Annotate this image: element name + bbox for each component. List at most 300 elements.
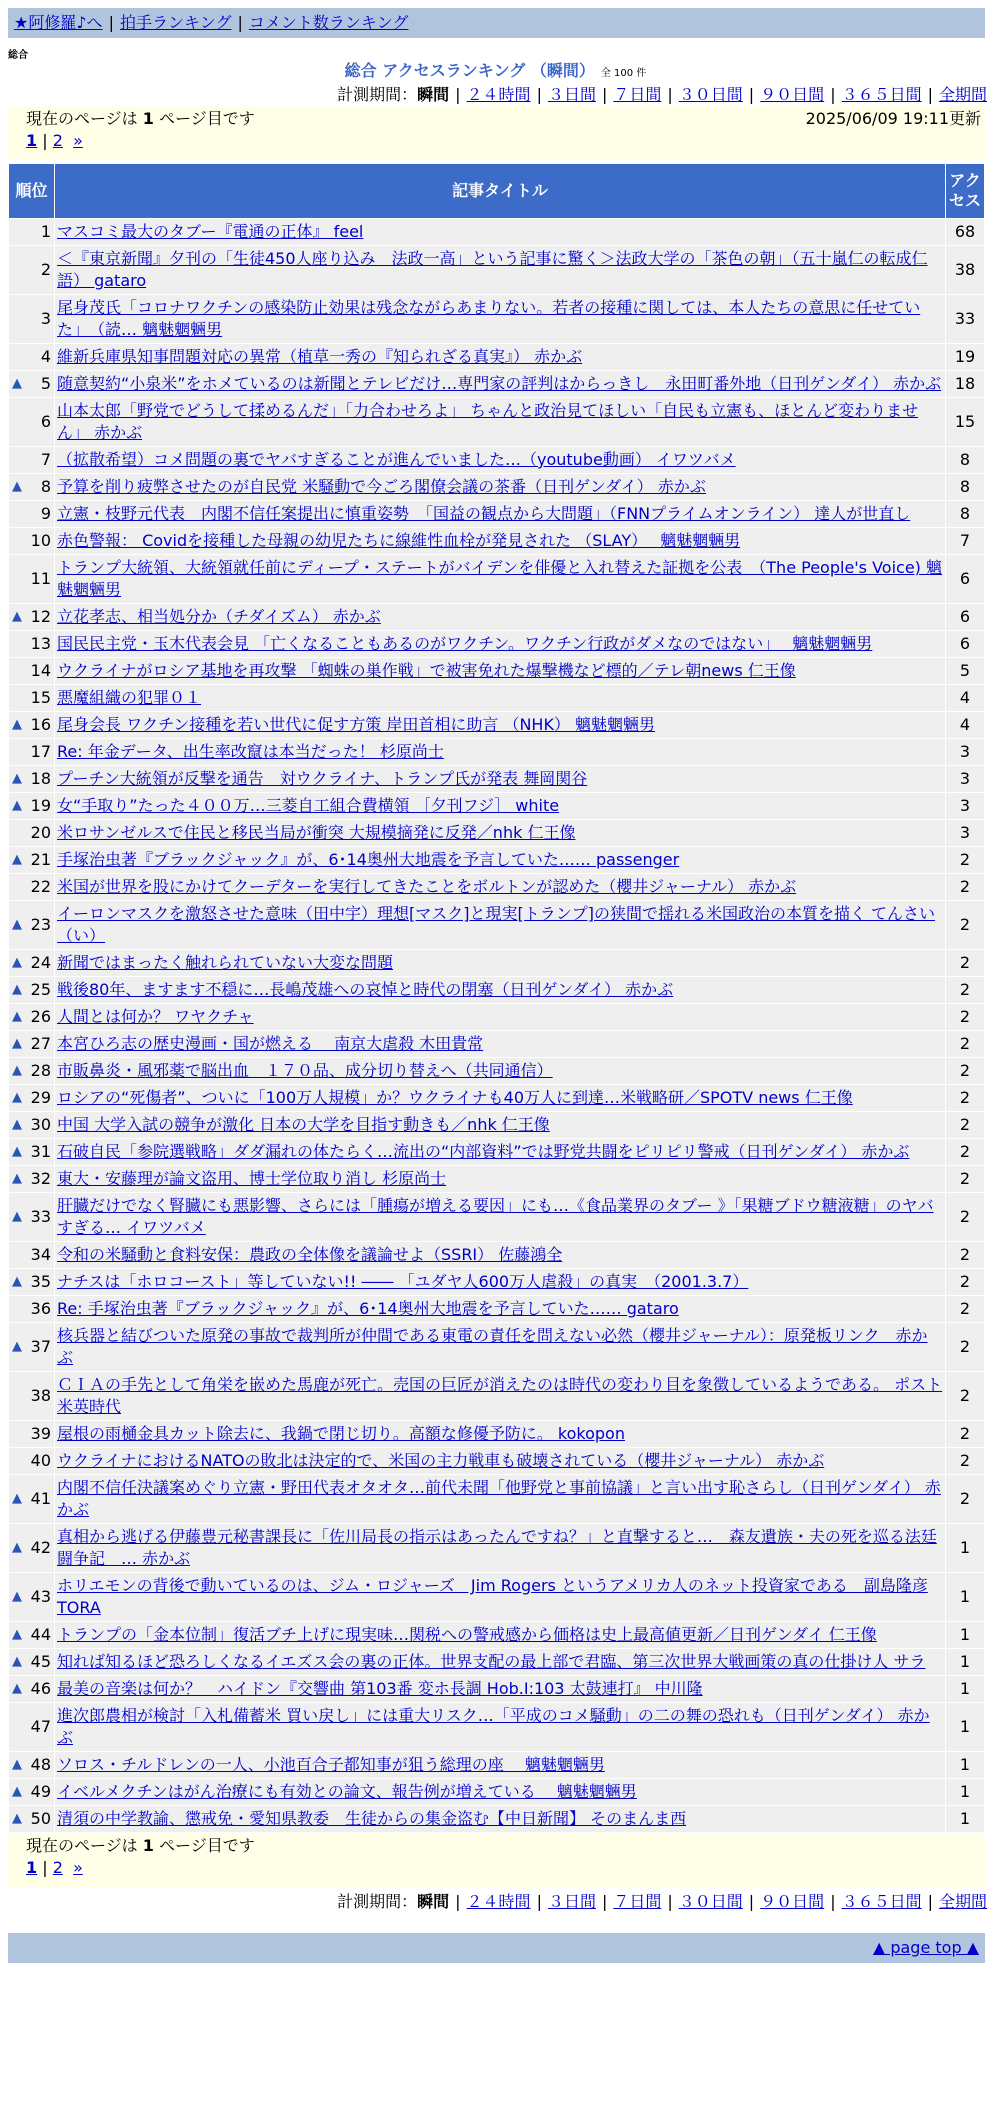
article-link[interactable]: Re: 年金データ、出生率改竄は本当だった！ 杉原尚士 [57, 742, 444, 761]
title-cell [55, 793, 945, 819]
access-count: 1 [946, 1752, 984, 1778]
rank-number: 49 [30, 1782, 51, 1801]
period-link[interactable]: 全期間 [938, 85, 987, 104]
article-link[interactable]: 本宮ひろ志の歴史漫画・国が燃える 南京大虐殺 木田貴常 [57, 1034, 484, 1053]
title-cell [55, 1573, 945, 1621]
article-link[interactable]: 米国が世界を股にかけてクーデターを実行してきたことをボルトンが認めた（櫻井ジャーナル） 赤かぶ [57, 877, 797, 896]
up-arrow-icon: ▲ [12, 1589, 22, 1604]
article-link[interactable]: （拡散希望）コメ問題の裏でヤバすぎることが進んでいました…（youtube動画） イワツバメ [57, 450, 736, 469]
article-link[interactable]: 内閣不信任決議案めぐり立憲・野田代表オタオタ…前代未聞「他野党と事前協議」と言い出す恥さらし（日刊ゲンダイ） 赤かぶ [57, 1478, 941, 1519]
period-link[interactable]: ３６５日間 [841, 85, 922, 104]
article-link[interactable]: 随意契約“小泉米”をホメているのは新聞とテレビだけ…専門家の評判はからっきし 永田町番外地（日刊ゲンダイ） 赤かぶ [57, 374, 942, 393]
table-row [9, 528, 984, 554]
updated-timestamp: 2025/06/09 19:11更新 [805, 109, 981, 128]
period-link[interactable]: ３０日間 [678, 1892, 743, 1911]
period-link[interactable]: ２４時間 [466, 1892, 531, 1911]
article-link[interactable]: ＜『東京新聞』夕刊の「生徒450人座り込み 法政一高」という記事に驚く＞法政大学の「茶色の朝」（五十嵐仁の転成仁語） gataro [57, 249, 928, 290]
article-link[interactable]: 清須の中学教諭、懲戒免・愛知県教委 生徒からの集金盗む【中日新聞】 そのまんま西 [57, 1809, 687, 1828]
access-count: 6 [946, 604, 984, 630]
rank-number: 2 [40, 260, 51, 279]
rank-number: 30 [30, 1115, 51, 1134]
up-arrow-icon: ▲ [12, 1654, 22, 1669]
article-link[interactable]: 進次郎農相が検討「入札備蓄米 買い戻し」には重大リスク…「平成のコメ騒動」の二の舞の恐れも（日刊ゲンダイ） 赤かぶ [57, 1706, 930, 1747]
access-header: アクセス [946, 164, 984, 218]
rank-number: 40 [30, 1451, 51, 1470]
access-count: 2 [946, 1269, 984, 1295]
table-row [9, 371, 984, 397]
rank-number: 16 [30, 715, 51, 734]
access-count: 19 [946, 344, 984, 370]
table-row [9, 219, 984, 245]
period-link[interactable]: 全期間 [938, 1892, 987, 1911]
rank-number: 10 [30, 531, 51, 550]
up-arrow-icon: ▲ [12, 771, 22, 786]
up-arrow-icon: ▲ [12, 852, 22, 867]
table-row [9, 977, 984, 1003]
rank-number: 14 [30, 661, 51, 680]
page-title [0, 60, 991, 85]
title-cell [55, 295, 945, 343]
article-link[interactable]: 屋根の雨樋金具カット除去に、我鍋で閉じ切り。高額な修優予防に。 kokopon [57, 1424, 625, 1443]
page-1-link[interactable]: 1 [26, 131, 38, 150]
article-link[interactable]: イベルメクチンはがん治療にも有効との論文、報告例が増えている 魑魅魍魎男 [57, 1782, 637, 1801]
table-row [9, 1031, 984, 1057]
access-count: 3 [946, 766, 984, 792]
rank-number: 34 [30, 1245, 51, 1264]
article-link[interactable]: 中国 大学入試の競争が激化 日本の大学を目指す動きも／nhk 仁王像 [57, 1115, 550, 1134]
title-cell [55, 766, 945, 792]
access-count: 1 [946, 1573, 984, 1621]
access-count: 7 [946, 528, 984, 554]
rank-number: 18 [30, 769, 51, 788]
rank-number: 50 [30, 1809, 51, 1828]
access-count: 2 [946, 874, 984, 900]
next-page-link[interactable]: » [73, 1858, 83, 1877]
rank-number: 12 [30, 607, 51, 626]
article-link[interactable]: 尾身茂氏「コロナワクチンの感染防止効果は残念ながらあまりない。若者の接種に関しては、本人たちの意思に任せていた」 （読… 魑魅魍魎男 [57, 298, 921, 339]
title-cell [55, 1031, 945, 1057]
table-row [9, 1085, 984, 1111]
rank-number: 41 [30, 1489, 51, 1508]
title-cell [55, 555, 945, 603]
access-count: 2 [946, 1058, 984, 1084]
up-arrow-icon: ▲ [12, 1339, 22, 1354]
up-arrow-icon: ▲ [12, 1144, 22, 1159]
access-count: 2 [946, 977, 984, 1003]
access-count: 1 [946, 1524, 984, 1572]
article-link[interactable]: ウクライナにおけるNATOの敗北は決定的で、米国の主力戦車も破壊されている（櫻井ジャーナル） 赤かぶ [57, 1451, 825, 1470]
title-cell [55, 977, 945, 1003]
table-row [9, 1323, 984, 1371]
title-cell [55, 1752, 945, 1778]
table-row [9, 1573, 984, 1621]
table-row [9, 1058, 984, 1084]
period-link[interactable]: ７日間 [613, 1892, 662, 1911]
table-row [9, 874, 984, 900]
article-link[interactable]: トランプの「金本位制」復活ブチ上げに現実味…関税への警戒感から価格は史上最高値更新／日刊ゲンダイ 仁王像 [57, 1625, 877, 1644]
article-link[interactable]: プーチン大統領が反撃を通告 対ウクライナ、トランプ氏が発表 舞岡関谷 [57, 769, 588, 788]
title-cell [55, 1475, 945, 1523]
article-link[interactable]: ＣＩＡの手先として角栄を嵌めた馬鹿が死亡。売国の巨匠が消えたのは時代の変わり目を象徴しているようである。 ポスト米英時代 [57, 1375, 943, 1416]
period-link[interactable]: ３０日間 [678, 85, 743, 104]
rank-number: 31 [30, 1142, 51, 1161]
rank-number: 43 [30, 1587, 51, 1606]
access-count: 2 [946, 1166, 984, 1192]
table-row [9, 1622, 984, 1648]
table-row [9, 1806, 984, 1832]
rank-cell [9, 555, 54, 603]
up-arrow-icon: ▲ [12, 609, 22, 624]
nav-separator: | [108, 13, 114, 32]
rank-cell [9, 847, 54, 873]
title-cell [55, 474, 945, 500]
access-count: 2 [946, 1372, 984, 1420]
rank-cell [9, 1139, 54, 1165]
rank-cell [9, 1779, 54, 1805]
title-cell [55, 371, 945, 397]
title-cell [55, 1269, 945, 1295]
rank-cell [9, 295, 54, 343]
table-row [9, 604, 984, 630]
access-count: 2 [946, 1004, 984, 1030]
rank-cell [9, 766, 54, 792]
current-page-text: 現在のページは 1 ページ目です [26, 1836, 255, 1855]
access-count: 2 [946, 1085, 984, 1111]
rank-cell [9, 1058, 54, 1084]
rank-cell [9, 219, 54, 245]
rank-number: 21 [30, 850, 51, 869]
table-row [9, 766, 984, 792]
access-count: 2 [946, 1296, 984, 1322]
rank-cell [9, 1031, 54, 1057]
bottom-bar [8, 1933, 985, 1963]
period-separator: | [830, 1892, 836, 1911]
table-row [9, 739, 984, 765]
access-count: 1 [946, 1806, 984, 1832]
access-count: 8 [946, 501, 984, 527]
rank-cell [9, 1676, 54, 1702]
rank-number: 11 [30, 569, 51, 588]
table-row [9, 1703, 984, 1751]
home-link[interactable]: ★阿修羅♪へ [14, 13, 103, 32]
access-count: 2 [946, 1193, 984, 1241]
rank-number: 23 [30, 915, 51, 934]
rank-number: 17 [30, 742, 51, 761]
period-link[interactable]: ３日間 [547, 85, 596, 104]
period-current: 瞬間 [417, 85, 450, 104]
period-separator: | [536, 1892, 542, 1911]
rank-cell [9, 398, 54, 446]
up-arrow-icon: ▲ [12, 1090, 22, 1105]
rank-number: 15 [30, 688, 51, 707]
paging-box-bottom [8, 1833, 985, 1887]
rank-cell [9, 685, 54, 711]
page-1-link[interactable]: 1 [26, 1858, 38, 1877]
rank-number: 1 [40, 222, 51, 241]
title-cell [55, 501, 945, 527]
table-row [9, 901, 984, 949]
rank-number: 9 [40, 504, 51, 523]
up-arrow-icon: ▲ [12, 1681, 22, 1696]
period-separator: | [455, 85, 461, 104]
access-count: 15 [946, 398, 984, 446]
rank-cell [9, 447, 54, 473]
period-separator: | [748, 1892, 755, 1911]
article-link[interactable]: ソロス・チルドレンの一人、小池百合子都知事が狙う総理の座 魑魅魍魎男 [57, 1755, 605, 1774]
article-link[interactable]: 人間とは何か？ ワヤクチャ [57, 1007, 254, 1026]
rank-cell [9, 901, 54, 949]
article-link[interactable]: 令和の米騒動と食料安保：農政の全体像を議論せよ（SSRI） 佐藤鴻全 [57, 1245, 563, 1264]
period-link[interactable]: ３６５日間 [841, 1892, 922, 1911]
article-link[interactable]: 新聞ではまったく触れられていない大変な問題 [57, 953, 394, 972]
article-link[interactable]: 石破自民「参院選戦略」ダダ漏れの体たらく…流出の“内部資料”では野党共闘をピリピリ警戒（日刊ゲンダイ） 赤かぶ [57, 1142, 910, 1161]
period-link[interactable]: ７日間 [613, 85, 662, 104]
table-row [9, 1649, 984, 1675]
top-nav-bar [8, 8, 985, 38]
article-link[interactable]: 知れば知るほど恐ろしくなるイエズス会の裏の正体。世界支配の最上部で君臨、第三次世界大戦画策の真の仕掛け人 サラ [57, 1652, 926, 1671]
title-cell [55, 1166, 945, 1192]
up-arrow-icon: ▲ [12, 376, 22, 391]
rank-number: 37 [30, 1337, 51, 1356]
rank-number: 47 [30, 1717, 51, 1736]
rank-number: 19 [30, 796, 51, 815]
article-link[interactable]: 予算を削り疲弊させたのが自民党 米騒動で今ごろ閣僚会議の茶番（日刊ゲンダイ） 赤かぶ [57, 477, 706, 496]
rank-number: 6 [40, 412, 51, 431]
table-row [9, 1448, 984, 1474]
article-link[interactable]: 米ロサンゼルスで住民と移民当局が衝突 大規模摘発に反発／nhk 仁王像 [57, 823, 576, 842]
pagination: 1 | 2 » [26, 131, 83, 150]
page-top-link[interactable]: ▲ page top ▲ [872, 1938, 979, 1957]
table-row [9, 344, 984, 370]
article-link[interactable]: 尾身会長 ワクチン接種を若い世代に促す方策 岸田首相に助言 （NHK） 魑魅魍魎男 [57, 715, 656, 734]
table-row [9, 793, 984, 819]
period-separator: | [455, 1892, 461, 1911]
period-label: 計測期間： [337, 85, 418, 104]
table-row [9, 1524, 984, 1572]
rank-cell [9, 344, 54, 370]
access-count: 3 [946, 793, 984, 819]
article-link[interactable]: 立憲・枝野元代表 内閣不信任案提出に慎重姿勢 「国益の観点から大問題」（FNNプライムオンライン） 達人が世直し [57, 504, 911, 523]
article-link[interactable]: 立花孝志、相当処分か（チダイズム） 赤かぶ [57, 607, 381, 626]
period-link[interactable]: ２４時間 [466, 85, 531, 104]
category-label: 総合 [8, 50, 28, 61]
up-arrow-icon: ▲ [12, 1811, 22, 1826]
article-link[interactable]: 真相から逃げる伊藤豊元秘書課長に「佐川局長の指示はあったんですね？」と直撃すると… 森友遺族・夫の死を巡る法廷闘争記 … 赤かぶ [57, 1527, 937, 1568]
access-count: 2 [946, 1242, 984, 1268]
rank-cell [9, 1112, 54, 1138]
period-separator: | [601, 1892, 608, 1911]
page-2-link[interactable]: 2 [52, 1858, 63, 1877]
rank-number: 22 [30, 877, 51, 896]
article-link[interactable]: イーロンマスクを激怒させた意味（田中宇）理想[マスク]と現実[トランプ]の狭間で揺れる米国政治の本質を描く てんさい（い） [57, 904, 936, 945]
up-arrow-icon: ▲ [12, 717, 22, 732]
table-row [9, 1296, 984, 1322]
comment-ranking-link[interactable]: コメント数ランキング [248, 13, 409, 32]
access-count: 8 [946, 474, 984, 500]
access-count: 38 [946, 246, 984, 294]
rank-number: 48 [30, 1755, 51, 1774]
title-cell [55, 1323, 945, 1371]
title-cell [55, 685, 945, 711]
article-link[interactable]: 女“手取り”たった４００万…三菱自工組合費横領 ［夕刊フジ］ white [57, 796, 560, 815]
rank-cell [9, 604, 54, 630]
table-row [9, 658, 984, 684]
access-count: 33 [946, 295, 984, 343]
period-link[interactable]: ９０日間 [760, 85, 825, 104]
rank-number: 42 [30, 1538, 51, 1557]
access-count: 2 [946, 1112, 984, 1138]
up-arrow-icon: ▲ [12, 798, 22, 813]
title-cell [55, 604, 945, 630]
title-cell [55, 219, 945, 245]
title-cell [55, 950, 945, 976]
title-cell [55, 1676, 945, 1702]
title-cell [55, 631, 945, 657]
rank-cell [9, 1085, 54, 1111]
article-link[interactable]: 国民民主党・玉木代表会見 「亡くなることもあるのがワクチン。ワクチン行政がダメなのではない」 魑魅魍魎男 [57, 634, 873, 653]
title-cell [55, 1112, 945, 1138]
table-row [9, 501, 984, 527]
title-cell [55, 658, 945, 684]
rank-number: 27 [30, 1034, 51, 1053]
access-count: 2 [946, 1031, 984, 1057]
title-cell [55, 874, 945, 900]
table-row [9, 631, 984, 657]
rank-cell [9, 1004, 54, 1030]
up-arrow-icon: ▲ [12, 1171, 22, 1186]
table-row [9, 1112, 984, 1138]
table-row [9, 1004, 984, 1030]
up-arrow-icon: ▲ [12, 1036, 22, 1051]
up-arrow-icon: ▲ [12, 982, 22, 997]
rank-number: 32 [30, 1169, 51, 1188]
article-link[interactable]: 最美の音楽は何か？ ハイドン『交響曲 第103番 変ホ長調 Hob.I:103 太鼓連打』 中川隆 [57, 1679, 703, 1698]
nav-separator: | [237, 13, 243, 32]
article-link[interactable]: トランプ大統領、大統領就任前にディープ・ステートがバイデンを俳優と入れ替えた証拠を公表 （The People's Voice) 魑魅魍魎男 [57, 558, 943, 599]
table-row [9, 1779, 984, 1805]
access-count: 2 [946, 1421, 984, 1447]
up-arrow-icon: ▲ [12, 1274, 22, 1289]
access-count: 2 [946, 1323, 984, 1371]
title-cell [55, 447, 945, 473]
title-cell [55, 901, 945, 949]
title-cell [55, 739, 945, 765]
rank-cell [9, 1166, 54, 1192]
access-count: 1 [946, 1676, 984, 1702]
ranking-title: 総合 アクセスランキング （瞬間） [344, 61, 595, 80]
title-cell [55, 1448, 945, 1474]
period-separator: | [601, 85, 608, 104]
title-cell [55, 1806, 945, 1832]
up-arrow-icon: ▲ [12, 1540, 22, 1555]
rank-cell [9, 1448, 54, 1474]
title-cell [55, 528, 945, 554]
table-row [9, 1269, 984, 1295]
rank-cell [9, 1193, 54, 1241]
title-cell [55, 1622, 945, 1648]
access-count: 8 [946, 447, 984, 473]
rank-cell [9, 1372, 54, 1420]
table-row [9, 1242, 984, 1268]
title-cell [55, 712, 945, 738]
title-cell [55, 1085, 945, 1111]
period-separator: | [536, 85, 542, 104]
rank-cell [9, 793, 54, 819]
article-link[interactable]: 赤色警報： Covidを接種した母親の幼児たちに線維性血栓が発見された （SLAY） 魑魅魍魎男 [57, 531, 741, 550]
current-page-text: 現在のページは 1 ページ目です [26, 109, 255, 128]
article-link[interactable]: ロシアの“死傷者”、ついに「100万人規模」か？ウクライナも40万人に到達…米戦略研／SPOTV news 仁王像 [57, 1088, 853, 1107]
rank-cell [9, 1573, 54, 1621]
table-row [9, 847, 984, 873]
up-arrow-icon: ▲ [12, 1757, 22, 1772]
rank-number: 3 [40, 309, 51, 328]
rank-cell [9, 712, 54, 738]
article-link[interactable]: 東大・安藤理が論文盗用、博士学位取り消し 杉原尚士 [57, 1169, 447, 1188]
rank-cell [9, 1752, 54, 1778]
table-header-row [9, 164, 984, 218]
period-link[interactable]: ３日間 [547, 1892, 596, 1911]
rank-cell [9, 1296, 54, 1322]
period-separator: | [830, 85, 836, 104]
access-count: 2 [946, 1139, 984, 1165]
rank-number: 25 [30, 980, 51, 999]
rank-cell [9, 631, 54, 657]
period-link[interactable]: ９０日間 [760, 1892, 825, 1911]
rank-number: 20 [30, 823, 51, 842]
access-count: 1 [946, 1649, 984, 1675]
rank-cell [9, 1806, 54, 1832]
access-count: 3 [946, 820, 984, 846]
article-link[interactable]: 肝臓だけでなく腎臓にも悪影響、さらには「腫瘍が増える要因」にも…《食品業界のタブー 》「果糖ブドウ糖液糖」のヤバすぎる… イワツバメ [57, 1196, 934, 1237]
period-current: 瞬間 [417, 1892, 450, 1911]
period-label: 計測期間： [337, 1892, 418, 1911]
rank-number: 45 [30, 1652, 51, 1671]
rank-number: 36 [30, 1299, 51, 1318]
period-separator: | [927, 85, 933, 104]
article-link[interactable]: 市販鼻炎・風邪薬で脳出血 １７０品、成分切り替えへ（共同通信） [57, 1061, 553, 1080]
rank-number: 44 [30, 1625, 51, 1644]
rank-cell [9, 739, 54, 765]
rank-cell [9, 501, 54, 527]
page-2-link[interactable]: 2 [52, 131, 63, 150]
up-arrow-icon: ▲ [12, 955, 22, 970]
next-page-link[interactable]: » [73, 131, 83, 150]
title-cell [55, 820, 945, 846]
title-cell [55, 246, 945, 294]
access-count: 6 [946, 631, 984, 657]
period-separator: | [927, 1892, 933, 1911]
rank-cell [9, 950, 54, 976]
article-link[interactable]: ナチスは「ホロコースト」等していない!! ―― 「ユダヤ人600万人虐殺」の真実 （2001.3.7） [57, 1272, 749, 1291]
article-link[interactable]: ウクライナがロシア基地を再攻撃 「蜘蛛の巣作戦」で被害免れた爆撃機など標的／テレ朝news 仁王像 [57, 661, 796, 680]
rank-cell [9, 246, 54, 294]
article-link[interactable]: 戦後80年、ますます不穏に…長嶋茂雄への哀悼と時代の閉塞（日刊ゲンダイ） 赤かぶ [57, 980, 674, 999]
clap-ranking-link[interactable]: 拍手ランキング [119, 13, 232, 32]
article-link[interactable]: マスコミ最大のタブー『電通の正体』 feel [57, 222, 364, 241]
article-link[interactable]: Re: 手塚治虫著『ブラックジャック』が、6･14奥州大地震を予言していた…… gataro [57, 1299, 679, 1318]
rank-header: 順位 [9, 164, 54, 218]
article-link[interactable]: 山本太郎「野党でどうして揉めるんだ」「力合わせろよ」 ちゃんと政治見てほしい「自民も立憲も、ほとんど変わりません」 赤かぶ [57, 401, 919, 442]
rank-cell [9, 1421, 54, 1447]
article-link[interactable]: 手塚治虫著『ブラックジャック』が、6･14奥州大地震を予言していた…… passenger [57, 850, 680, 869]
title-cell [55, 1703, 945, 1751]
article-link[interactable]: 核兵器と結びついた原発の事故で裁判所が仲間である東電の責任を問えない必然（櫻井ジャーナル）：原発板リンク 赤かぶ [57, 1326, 928, 1367]
article-link[interactable]: ホリエモンの背後で動いているのは、ジム・ロジャーズ Jim Rogers というアメリカ人のネット投資家である 副島隆彦 TORA [57, 1576, 928, 1617]
rank-number: 4 [40, 347, 51, 366]
article-link[interactable]: 維新兵庫県知事問題対応の異常（植草一秀の『知られざる真実』） 赤かぶ [57, 347, 583, 366]
article-link[interactable]: 悪魔組織の犯罪０１ [57, 688, 202, 707]
rank-cell [9, 1524, 54, 1572]
